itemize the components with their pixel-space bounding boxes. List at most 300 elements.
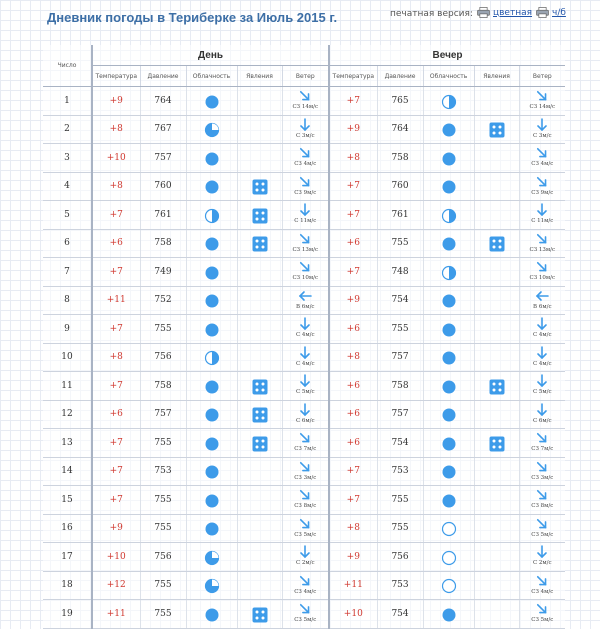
table-row <box>43 571 565 600</box>
table-row <box>43 286 565 315</box>
table-row <box>43 115 565 144</box>
overcast-icon <box>204 236 220 252</box>
pressure-cell: 758 <box>377 372 423 401</box>
temperature-cell: +10 <box>329 600 377 629</box>
cloudiness-cell <box>423 201 474 230</box>
pressure-cell: 755 <box>377 315 423 344</box>
wind-arrow-icon <box>298 374 312 388</box>
cloudiness-cell <box>423 429 474 458</box>
temperature-cell: +6 <box>329 229 377 258</box>
wind-cell <box>519 315 565 344</box>
cloudiness-cell <box>423 486 474 515</box>
wind-label: СЗ 7м/с <box>294 446 317 453</box>
temperature-cell: +6 <box>329 315 377 344</box>
pressure-cell: 748 <box>377 258 423 287</box>
wind-cell <box>282 600 329 629</box>
group-header-day: День <box>92 45 329 66</box>
overcast-icon <box>204 436 220 452</box>
temperature-cell: +9 <box>92 87 140 116</box>
wind-label: С 6м/с <box>295 417 315 424</box>
overcast-icon <box>204 407 220 423</box>
pressure-cell: 757 <box>140 144 186 173</box>
temperature-cell: +9 <box>329 543 377 572</box>
day-number-cell: 7 <box>43 258 92 287</box>
table-row <box>43 258 565 287</box>
temperature-cell: +7 <box>92 372 140 401</box>
wind-label: СЗ 14м/с <box>529 104 556 111</box>
overcast-icon <box>204 464 220 480</box>
rain-icon <box>252 436 268 452</box>
wind-arrow-icon <box>298 146 312 160</box>
wind-arrow-icon <box>298 89 312 103</box>
wind-arrow-icon <box>298 602 312 616</box>
cloudiness-cell <box>423 115 474 144</box>
day-number-cell: 15 <box>43 486 92 515</box>
pressure-cell: 764 <box>140 87 186 116</box>
clear-sky-icon <box>441 521 457 537</box>
temperature-cell: +6 <box>92 229 140 258</box>
day-number-cell: 4 <box>43 172 92 201</box>
print-bw-link[interactable] <box>536 7 566 18</box>
temperature-cell: +8 <box>329 343 377 372</box>
overcast-icon <box>441 293 457 309</box>
cloudiness-cell <box>186 372 237 401</box>
pressure-cell: 755 <box>140 600 186 629</box>
phenomena-cell <box>237 144 282 173</box>
temperature-cell: +7 <box>92 315 140 344</box>
table-row <box>43 457 565 486</box>
wind-cell <box>519 372 565 401</box>
table-row <box>43 486 565 515</box>
wind-label: С 5м/с <box>532 389 552 396</box>
wind-cell <box>282 258 329 287</box>
wind-arrow-icon <box>298 517 312 531</box>
rain-icon <box>252 407 268 423</box>
wind-cell <box>282 372 329 401</box>
wind-arrow-icon <box>535 517 549 531</box>
phenomena-cell <box>474 457 519 486</box>
wind-label: СЗ 5м/с <box>294 617 317 624</box>
wind-arrow-icon <box>535 289 549 303</box>
phenomena-cell <box>474 429 519 458</box>
pressure-cell: 753 <box>140 457 186 486</box>
pressure-cell: 755 <box>140 486 186 515</box>
temperature-cell: +6 <box>92 400 140 429</box>
wind-arrow-icon <box>298 260 312 274</box>
pressure-cell: 754 <box>377 286 423 315</box>
phenomena-cell <box>474 571 519 600</box>
temperature-cell: +7 <box>329 87 377 116</box>
wind-cell <box>519 87 565 116</box>
phenomena-cell <box>237 201 282 230</box>
wind-arrow-icon <box>298 574 312 588</box>
wind-cell <box>282 514 329 543</box>
cloudiness-cell <box>423 600 474 629</box>
overcast-icon <box>204 94 220 110</box>
temperature-cell: +6 <box>329 429 377 458</box>
pressure-cell: 749 <box>140 258 186 287</box>
wind-arrow-icon <box>535 203 549 217</box>
wind-label: СЗ 10м/с <box>529 275 556 282</box>
phenomena-cell <box>474 400 519 429</box>
wind-cell <box>519 486 565 515</box>
partly-cloudy-icon <box>441 94 457 110</box>
cloudiness-cell <box>186 315 237 344</box>
table-row <box>43 201 565 230</box>
wind-cell <box>282 144 329 173</box>
table-row <box>43 144 565 173</box>
pressure-cell: 756 <box>140 343 186 372</box>
wind-arrow-icon <box>298 346 312 360</box>
wind-cell <box>519 258 565 287</box>
table-row <box>43 600 565 629</box>
wind-arrow-icon <box>535 488 549 502</box>
rain-icon <box>489 436 505 452</box>
phenomena-cell <box>474 600 519 629</box>
pressure-cell: 755 <box>377 229 423 258</box>
temperature-cell: +7 <box>329 201 377 230</box>
table-row <box>43 315 565 344</box>
wind-cell <box>519 514 565 543</box>
wind-arrow-icon <box>298 488 312 502</box>
column-header-phenomena: Явления <box>237 66 282 87</box>
phenomena-cell <box>237 315 282 344</box>
wind-label: СЗ 8м/с <box>531 503 554 510</box>
wind-label: СЗ 14м/с <box>292 104 319 111</box>
phenomena-cell <box>474 514 519 543</box>
wind-arrow-icon <box>535 431 549 445</box>
phenomena-cell <box>237 400 282 429</box>
day-number-cell: 8 <box>43 286 92 315</box>
phenomena-cell <box>474 87 519 116</box>
cloudiness-cell <box>423 343 474 372</box>
phenomena-cell <box>237 543 282 572</box>
temperature-cell: +7 <box>92 486 140 515</box>
wind-arrow-icon <box>298 431 312 445</box>
cloudiness-cell <box>423 258 474 287</box>
page-title: Дневник погоды в Териберке за Июль 2015 г. <box>47 10 338 25</box>
day-number-cell: 12 <box>43 400 92 429</box>
phenomena-cell <box>237 372 282 401</box>
day-number-cell: 3 <box>43 144 92 173</box>
temperature-cell: +8 <box>329 514 377 543</box>
column-header-wind: Ветер <box>519 66 565 87</box>
cloudiness-cell <box>423 87 474 116</box>
wind-cell <box>282 429 329 458</box>
wind-arrow-icon <box>535 232 549 246</box>
printer-icon <box>477 7 490 18</box>
phenomena-cell <box>237 172 282 201</box>
overcast-icon <box>204 379 220 395</box>
wind-cell <box>519 286 565 315</box>
wind-label: СЗ 4м/с <box>294 161 317 168</box>
wind-arrow-icon <box>535 118 549 132</box>
overcast-icon <box>441 607 457 623</box>
day-number-cell: 13 <box>43 429 92 458</box>
phenomena-cell <box>237 229 282 258</box>
wind-label: СЗ 13м/с <box>292 246 319 253</box>
pressure-cell: 758 <box>140 372 186 401</box>
phenomena-cell <box>474 144 519 173</box>
phenomena-cell <box>474 543 519 572</box>
wind-cell <box>282 115 329 144</box>
wind-label: С 4м/с <box>295 360 315 367</box>
temperature-cell: +7 <box>92 429 140 458</box>
phenomena-cell <box>474 286 519 315</box>
pressure-cell: 755 <box>377 514 423 543</box>
partly-cloudy-icon <box>204 208 220 224</box>
phenomena-cell <box>474 172 519 201</box>
wind-arrow-icon <box>535 460 549 474</box>
table-row <box>43 400 565 429</box>
cloudiness-cell <box>423 229 474 258</box>
overcast-icon <box>441 379 457 395</box>
wind-arrow-icon <box>535 545 549 559</box>
phenomena-cell <box>474 229 519 258</box>
wind-cell <box>519 343 565 372</box>
wind-label: С 6м/с <box>532 417 552 424</box>
wind-arrow-icon <box>535 602 549 616</box>
wind-arrow-icon <box>298 317 312 331</box>
clear-sky-icon <box>441 550 457 566</box>
overcast-icon <box>204 265 220 281</box>
phenomena-cell <box>237 429 282 458</box>
cloudiness-cell <box>423 172 474 201</box>
phenomena-cell <box>474 258 519 287</box>
table-row <box>43 343 565 372</box>
wind-label: С 11м/с <box>294 218 317 225</box>
wind-cell <box>519 429 565 458</box>
wind-cell <box>519 172 565 201</box>
day-number-cell: 11 <box>43 372 92 401</box>
wind-cell <box>519 201 565 230</box>
pressure-cell: 755 <box>140 514 186 543</box>
pressure-cell: 761 <box>377 201 423 230</box>
wind-label: С 2м/с <box>532 560 552 567</box>
cloudiness-cell <box>186 201 237 230</box>
cloudiness-cell <box>423 372 474 401</box>
overcast-icon <box>441 322 457 338</box>
pressure-cell: 752 <box>140 286 186 315</box>
pressure-cell: 760 <box>377 172 423 201</box>
temperature-cell: +11 <box>329 571 377 600</box>
overcast-icon <box>441 464 457 480</box>
wind-label: СЗ 7м/с <box>531 446 554 453</box>
phenomena-cell <box>237 115 282 144</box>
wind-label: СЗ 13м/с <box>529 246 556 253</box>
wind-arrow-icon <box>298 289 312 303</box>
wind-cell <box>282 87 329 116</box>
wind-arrow-icon <box>535 260 549 274</box>
group-header-evening: Вечер <box>329 45 565 66</box>
overcast-icon <box>441 493 457 509</box>
cloudiness-cell <box>186 457 237 486</box>
wind-label: СЗ 5м/с <box>294 531 317 538</box>
cloudiness-cell <box>423 144 474 173</box>
wind-label: С 3м/с <box>295 132 315 139</box>
wind-cell <box>282 571 329 600</box>
wind-cell <box>282 457 329 486</box>
print-version-label: печатная версия: <box>390 9 473 19</box>
wind-label: СЗ 3м/с <box>531 474 554 481</box>
pressure-cell: 767 <box>140 115 186 144</box>
phenomena-cell <box>237 87 282 116</box>
pressure-cell: 756 <box>377 543 423 572</box>
pressure-cell: 755 <box>140 429 186 458</box>
wind-cell <box>282 201 329 230</box>
wind-cell <box>519 543 565 572</box>
wind-label: С 2м/с <box>295 560 315 567</box>
temperature-cell: +9 <box>329 115 377 144</box>
rain-icon <box>489 236 505 252</box>
table-row <box>43 172 565 201</box>
table-row <box>43 372 565 401</box>
overcast-icon <box>441 350 457 366</box>
overcast-icon <box>204 521 220 537</box>
wind-label: СЗ 5м/с <box>531 531 554 538</box>
temperature-cell: +8 <box>92 115 140 144</box>
cloudiness-cell <box>186 87 237 116</box>
overcast-icon <box>441 407 457 423</box>
clear-sky-icon <box>441 578 457 594</box>
wind-cell <box>282 343 329 372</box>
wind-cell <box>519 571 565 600</box>
phenomena-cell <box>237 486 282 515</box>
print-color-link[interactable] <box>477 7 532 18</box>
cloudiness-cell <box>423 543 474 572</box>
temperature-cell: +7 <box>92 457 140 486</box>
phenomena-cell <box>237 514 282 543</box>
overcast-icon <box>441 151 457 167</box>
page-header <box>0 8 600 32</box>
pressure-cell: 757 <box>377 343 423 372</box>
temperature-cell: +9 <box>92 514 140 543</box>
print-bw-label[interactable]: ч/б <box>552 7 566 18</box>
wind-label: С 4м/с <box>532 360 552 367</box>
wind-label: СЗ 4м/с <box>531 588 554 595</box>
phenomena-cell <box>474 343 519 372</box>
wind-arrow-icon <box>535 574 549 588</box>
wind-cell <box>282 315 329 344</box>
temperature-cell: +6 <box>329 372 377 401</box>
temperature-cell: +8 <box>329 144 377 173</box>
temperature-cell: +11 <box>92 600 140 629</box>
pressure-cell: 758 <box>140 229 186 258</box>
wind-arrow-icon <box>535 346 549 360</box>
overcast-icon <box>204 179 220 195</box>
phenomena-cell <box>237 343 282 372</box>
overcast-icon <box>204 493 220 509</box>
cloudiness-cell <box>186 600 237 629</box>
pressure-cell: 765 <box>377 87 423 116</box>
phenomena-cell <box>237 258 282 287</box>
temperature-cell: +10 <box>92 543 140 572</box>
rain-icon <box>252 179 268 195</box>
cloudiness-cell <box>186 514 237 543</box>
print-color-label[interactable]: цветная <box>493 7 533 18</box>
column-header-cloudiness: Облачность <box>186 66 237 87</box>
partly-cloudy-icon <box>204 350 220 366</box>
wind-arrow-icon <box>535 175 549 189</box>
cloudiness-cell <box>186 571 237 600</box>
wind-label: СЗ 5м/с <box>531 617 554 624</box>
wind-arrow-icon <box>298 460 312 474</box>
temperature-cell: +7 <box>329 258 377 287</box>
wind-cell <box>282 286 329 315</box>
wind-label: СЗ 9м/с <box>294 189 317 196</box>
cloudiness-cell <box>423 514 474 543</box>
mostly-cloudy-icon <box>204 578 220 594</box>
wind-label: С 11м/с <box>531 218 554 225</box>
pressure-cell: 760 <box>140 172 186 201</box>
table-row <box>43 429 565 458</box>
wind-cell <box>519 144 565 173</box>
column-header-pressure: Давление <box>377 66 423 87</box>
temperature-cell: +11 <box>92 286 140 315</box>
pressure-cell: 758 <box>377 144 423 173</box>
wind-label: В 6м/с <box>533 303 552 310</box>
wind-label: С 4м/с <box>532 332 552 339</box>
column-header-day-number: Число <box>43 45 92 87</box>
table-row <box>43 229 565 258</box>
rain-icon <box>252 607 268 623</box>
rain-icon <box>489 379 505 395</box>
overcast-icon <box>441 179 457 195</box>
wind-label: В 6м/с <box>296 303 315 310</box>
cloudiness-cell <box>423 571 474 600</box>
overcast-icon <box>204 293 220 309</box>
day-number-cell: 9 <box>43 315 92 344</box>
wind-label: С 4м/с <box>295 332 315 339</box>
cloudiness-cell <box>186 229 237 258</box>
wind-label: С 3м/с <box>532 132 552 139</box>
temperature-cell: +7 <box>329 172 377 201</box>
cloudiness-cell <box>423 400 474 429</box>
wind-label: СЗ 3м/с <box>294 474 317 481</box>
temperature-cell: +7 <box>92 258 140 287</box>
phenomena-cell <box>237 571 282 600</box>
wind-arrow-icon <box>298 175 312 189</box>
table-row <box>43 543 565 572</box>
phenomena-cell <box>474 372 519 401</box>
cloudiness-cell <box>186 286 237 315</box>
rain-icon <box>489 122 505 138</box>
wind-arrow-icon <box>298 545 312 559</box>
wind-cell <box>519 115 565 144</box>
rain-icon <box>252 379 268 395</box>
column-header-temperature: Температура <box>329 66 377 87</box>
overcast-icon <box>441 436 457 452</box>
wind-arrow-icon <box>535 374 549 388</box>
wind-arrow-icon <box>298 403 312 417</box>
cloudiness-cell <box>186 543 237 572</box>
day-number-cell: 2 <box>43 115 92 144</box>
temperature-cell: +8 <box>92 343 140 372</box>
wind-label: СЗ 10м/с <box>292 275 319 282</box>
weather-table <box>43 45 565 629</box>
day-number-cell: 5 <box>43 201 92 230</box>
wind-cell <box>519 600 565 629</box>
day-number-cell: 10 <box>43 343 92 372</box>
temperature-cell: +9 <box>329 286 377 315</box>
overcast-icon <box>204 607 220 623</box>
cloudiness-cell <box>423 286 474 315</box>
wind-label: СЗ 4м/с <box>294 588 317 595</box>
wind-arrow-icon <box>298 118 312 132</box>
column-header-pressure: Давление <box>140 66 186 87</box>
temperature-cell: +7 <box>329 457 377 486</box>
temperature-cell: +10 <box>92 144 140 173</box>
